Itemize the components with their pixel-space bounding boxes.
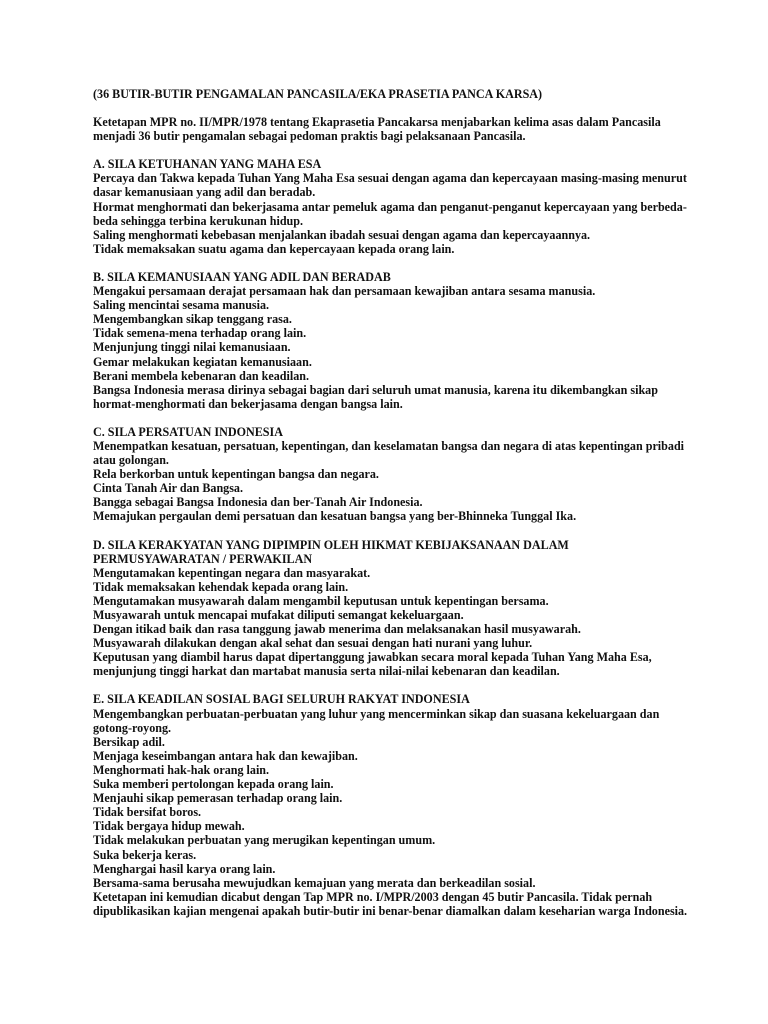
list-item: Memajukan pergaulan demi persatuan dan kesatuan bangsa yang ber-Bhinneka Tunggal Ika.: [93, 509, 577, 524]
list-item: Berani membela kebenaran dan keadilan.: [93, 368, 310, 383]
list-item: Musyawarah untuk mencapai mufakat diliputi semangat kekeluargaan.: [93, 608, 464, 622]
list-item: Tidak semena-mena terhadap orang lain.: [93, 326, 307, 341]
list-item: Menjunjung tinggi nilai kemanusiaan.: [93, 340, 291, 355]
list-item: Bersama-sama berusaha mewujudkan kemajuan yang merata dan berkeadilan sosial.: [93, 875, 536, 890]
closing-note: Ketetapan ini kemudian dicabut dengan Tap MPR no. I/MPR/2003 dengan 45 butir Pancasila. Tidak pernah dipublikasikan kajian mengenai apakah butir-butir ini benar-benar diamalkan dalam keseharian warga Indonesia.: [93, 889, 688, 918]
list-item: Menempatkan kesatuan, persatuan, kepentingan, dan keselamatan bangsa dan negara di atas kepentingan pribadi atau golongan.: [93, 438, 685, 468]
list-item: Mengembangkan sikap tenggang rasa.: [93, 312, 292, 327]
list-item: Menghormati hak-hak orang lain.: [93, 762, 270, 777]
list-item: Bersikap adil.: [93, 734, 165, 749]
list-item: Rela berkorban untuk kepentingan bangsa dan negara.: [93, 467, 379, 482]
section-heading: D. SILA KERAKYATAN YANG DIPIMPIN OLEH HIKMAT KEBIJAKSANAAN DALAM PERMUSYAWARATAN / PERWAKILAN: [93, 537, 569, 566]
list-item: Percaya dan Takwa kepada Tuhan Yang Maha Esa sesuai dengan agama dan kepercayaan masing-masing menurut dasar kemanusiaan yang adil dan beradab.: [93, 171, 687, 200]
list-item: Bangsa Indonesia merasa dirinya sebagai bagian dari seluruh umat manusia, karena itu dikembangkan sikap hormat-menghormati dan bekerjasama dengan bangsa lain.: [93, 382, 658, 411]
section-sila-3: [93, 425, 693, 524]
section-heading: C. SILA PERSATUAN INDONESIA: [93, 424, 283, 439]
list-item: Mengutamakan kepentingan negara dan masyarakat.: [93, 565, 371, 580]
list-item: Tidak melakukan perbuatan yang merugikan kepentingan umum.: [93, 833, 436, 848]
list-item: Saling menghormati kebebasan menjalankan ibadah sesuai dengan agama dan kepercayaannya.: [93, 227, 591, 242]
list-item: Cinta Tanah Air dan Bangsa.: [93, 481, 244, 496]
section-sila-5: [93, 692, 693, 918]
section-sila-1: [93, 157, 693, 256]
list-item: Mengakui persamaan derajat persamaan hak dan persamaan kewajiban antara sesama manusia.: [93, 284, 596, 299]
list-item: Keputusan yang diambil harus dapat dipertanggung jawabkan secara moral kepada Tuhan Yang Maha Esa, menjunjung tinggi harkat dan martabat manusia serta nilai-nilai kebenaran dan keadilan.: [93, 650, 652, 679]
list-item: Menjauhi sikap pemerasan terhadap orang lain.: [93, 791, 343, 806]
document-page: [93, 87, 693, 918]
list-item: Dengan itikad baik dan rasa tanggung jawab menerima dan melaksanakan hasil musyawarah.: [93, 622, 581, 637]
intro-paragraph: Ketetapan MPR no. II/MPR/1978 tentang Ekaprasetia Pancakarsa menjabarkan kelima asas dalam Pancasila menjadi 36 butir pengamalan sebagai pedoman praktis bagi pelaksanaan Pancasila.: [93, 115, 661, 144]
section-heading: B. SILA KEMANUSIAAN YANG ADIL DAN BERADAB: [93, 269, 391, 284]
list-item: Tidak memaksakan kehendak kepada orang lain.: [93, 579, 349, 594]
document-title: (36 BUTIR-BUTIR PENGAMALAN PANCASILA/EKA PRASETIA PANCA KARSA): [93, 87, 543, 101]
list-item: Tidak memaksakan suatu agama dan kepercayaan kepada orang lain.: [93, 241, 455, 256]
list-item: Tidak bersifat boros.: [93, 805, 202, 820]
list-item: Gemar melakukan kegiatan kemanusiaan.: [93, 354, 312, 369]
section-heading: E. SILA KEADILAN SOSIAL BAGI SELURUH RAKYAT INDONESIA: [93, 692, 470, 707]
list-item: Suka memberi pertolongan kepada orang lain.: [93, 777, 334, 792]
list-item: Tidak bergaya hidup mewah.: [93, 819, 245, 834]
section-sila-4: [93, 538, 693, 679]
section-heading: A. SILA KETUHANAN YANG MAHA ESA: [93, 157, 322, 172]
list-item: Saling mencintai sesama manusia.: [93, 298, 270, 313]
list-item: Menghargai hasil karya orang lain.: [93, 861, 276, 876]
list-item: Mengembangkan perbuatan-perbuatan yang luhur yang mencerminkan sikap dan suasana kekeluargaan dan gotong-royong.: [93, 706, 660, 735]
list-item: Menjaga keseimbangan antara hak dan kewajiban.: [93, 748, 358, 763]
list-item: Bangga sebagai Bangsa Indonesia dan ber-Tanah Air Indonesia.: [93, 495, 423, 510]
list-item: Mengutamakan musyawarah dalam mengambil keputusan untuk kepentingan bersama.: [93, 593, 549, 608]
section-sila-2: [93, 270, 693, 411]
list-item: Musyawarah dilakukan dengan akal sehat dan sesuai dengan hati nurani yang luhur.: [93, 636, 533, 651]
list-item: Suka bekerja keras.: [93, 847, 197, 862]
list-item: Hormat menghormati dan bekerjasama antar pemeluk agama dan penganut-penganut kepercayaan yang berbeda-beda sehingga terbina kerukunan hidup.: [93, 199, 687, 228]
